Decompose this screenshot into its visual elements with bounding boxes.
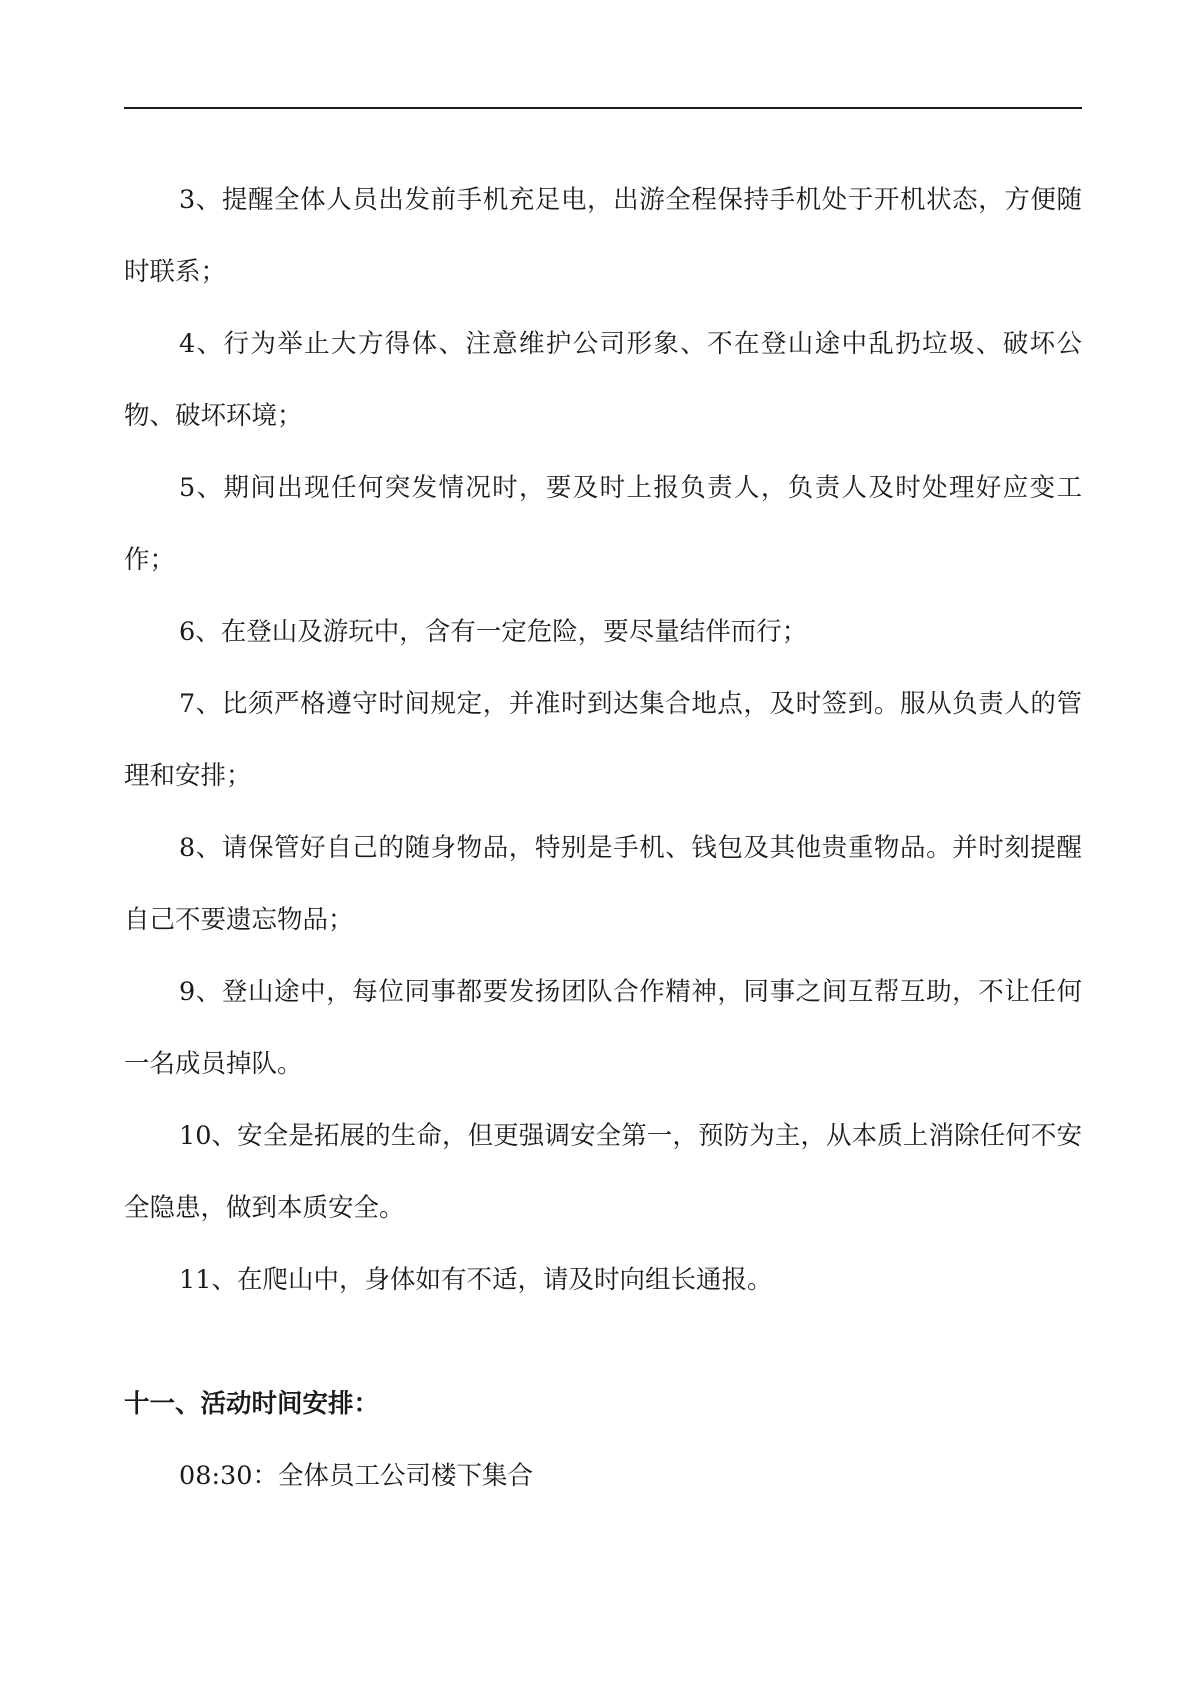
- document-body: [124, 164, 1082, 1512]
- list-item: 6、在登山及游玩中，含有一定危险，要尽量结伴而行；: [179, 617, 808, 647]
- header-rule: [124, 107, 1082, 109]
- list-item: 10、安全是拓展的生命，但更强调安全第一，预防为主，从本质上消除任何不安全隐患，做到本质安全。: [124, 1121, 1082, 1223]
- list-item: 3、提醒全体人员出发前手机充足电，出游全程保持手机处于开机状态，方便随时联系；: [124, 185, 1082, 287]
- list-item: 8、请保管好自己的随身物品，特别是手机、钱包及其他贵重物品。并时刻提醒自己不要遗忘物品；: [124, 833, 1082, 935]
- list-item: 11、在爬山中，身体如有不适，请及时向组长通报。: [179, 1265, 773, 1295]
- section-heading: 十一、活动时间安排：: [124, 1389, 380, 1419]
- list-item: 7、比须严格遵守时间规定，并准时到达集合地点，及时签到。服从负责人的管理和安排；: [124, 689, 1082, 791]
- list-item: 5、期间出现任何突发情况时，要及时上报负责人，负责人及时处理好应变工作；: [124, 473, 1082, 575]
- list-item: 4、行为举止大方得体、注意维护公司形象、不在登山途中乱扔垃圾、破坏公物、破坏环境；: [124, 329, 1082, 431]
- schedule-item: 08:30：全体员工公司楼下集合: [179, 1461, 533, 1491]
- list-item: 9、登山途中，每位同事都要发扬团队合作精神，同事之间互帮互助，不让任何一名成员掉队。: [124, 977, 1082, 1079]
